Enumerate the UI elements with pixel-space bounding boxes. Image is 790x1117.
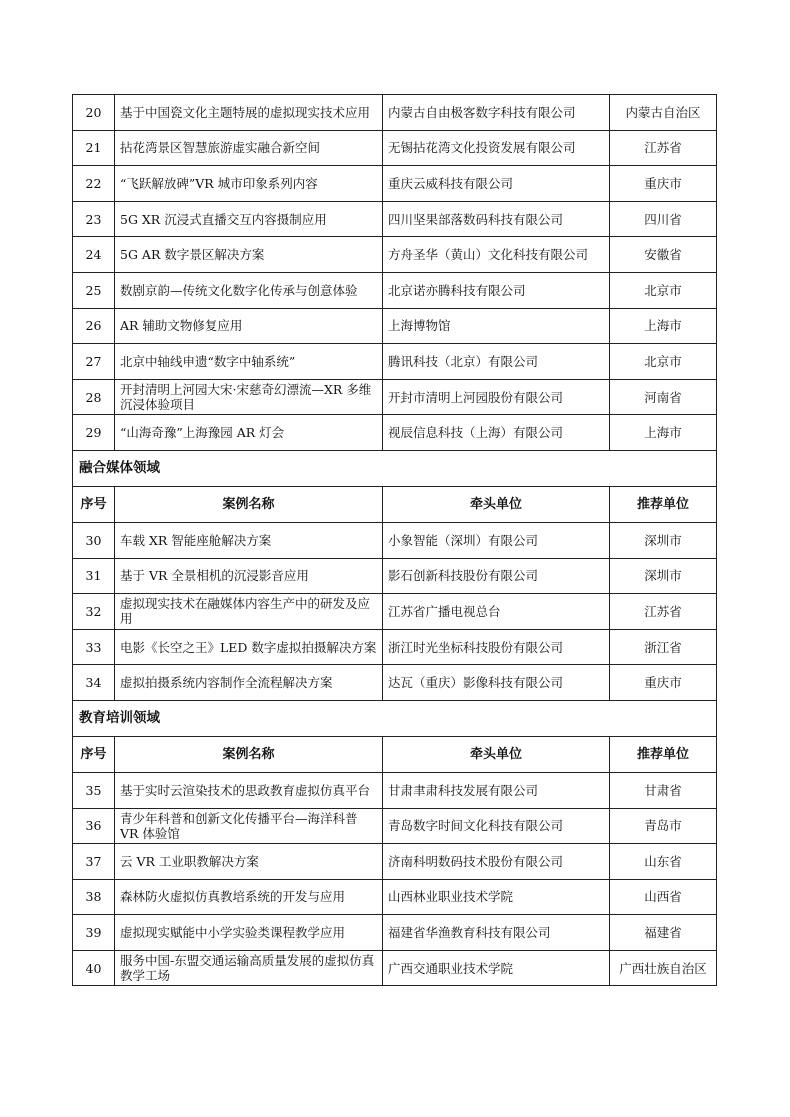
serial-number: 20	[73, 95, 115, 131]
recommending-unit: 重庆市	[610, 665, 717, 701]
lead-unit: 方舟圣华（黄山）文化科技有限公司	[383, 237, 610, 273]
header-case-name: 案例名称	[115, 486, 383, 522]
header-recommending-unit: 推荐单位	[610, 486, 717, 522]
recommending-unit: 上海市	[610, 415, 717, 451]
case-name: 5G AR 数字景区解决方案	[115, 237, 383, 273]
table-row	[73, 522, 717, 558]
table-row	[73, 879, 717, 915]
table-row	[73, 95, 717, 131]
recommending-unit: 甘肃省	[610, 772, 717, 808]
document-page	[72, 94, 716, 986]
serial-number: 33	[73, 629, 115, 665]
case-name: 虚拟现实赋能中小学实验类课程教学应用	[115, 915, 383, 951]
case-name: 车载 XR 智能座舱解决方案	[115, 522, 383, 558]
serial-number: 26	[73, 308, 115, 344]
section-heading-row	[73, 450, 717, 486]
table-row	[73, 915, 717, 951]
serial-number: 34	[73, 665, 115, 701]
table-row	[73, 950, 717, 986]
lead-unit: 内蒙古自由极客数字科技有限公司	[383, 95, 610, 131]
case-table-body	[73, 95, 717, 986]
case-name: 基于实时云渲染技术的思政教育虚拟仿真平台	[115, 772, 383, 808]
case-table	[72, 94, 717, 986]
serial-number: 28	[73, 379, 115, 415]
recommending-unit: 重庆市	[610, 166, 717, 202]
table-row	[73, 344, 717, 380]
serial-number: 38	[73, 879, 115, 915]
serial-number: 35	[73, 772, 115, 808]
lead-unit: 达瓦（重庆）影像科技有限公司	[383, 665, 610, 701]
lead-unit: 甘肃聿肃科技发展有限公司	[383, 772, 610, 808]
serial-number: 27	[73, 344, 115, 380]
table-row	[73, 166, 717, 202]
serial-number: 21	[73, 130, 115, 166]
header-recommending-unit: 推荐单位	[610, 736, 717, 772]
table-row	[73, 558, 717, 594]
lead-unit: 浙江时光坐标科技股份有限公司	[383, 629, 610, 665]
serial-number: 37	[73, 844, 115, 880]
case-name: 青少年科普和创新文化传播平台—海洋科普 VR 体验馆	[115, 808, 383, 844]
recommending-unit: 深圳市	[610, 558, 717, 594]
recommending-unit: 安徽省	[610, 237, 717, 273]
column-header-row	[73, 486, 717, 522]
recommending-unit: 深圳市	[610, 522, 717, 558]
lead-unit: 福建省华渔教育科技有限公司	[383, 915, 610, 951]
lead-unit: 无锡拈花湾文化投资发展有限公司	[383, 130, 610, 166]
lead-unit: 青岛数字时间文化科技有限公司	[383, 808, 610, 844]
table-row	[73, 665, 717, 701]
case-name: 基于中国瓷文化主题特展的虚拟现实技术应用	[115, 95, 383, 131]
case-name: 虚拟现实技术在融媒体内容生产中的研发及应用	[115, 594, 383, 630]
serial-number: 31	[73, 558, 115, 594]
table-row	[73, 844, 717, 880]
lead-unit: 江苏省广播电视总台	[383, 594, 610, 630]
recommending-unit: 江苏省	[610, 594, 717, 630]
lead-unit: 重庆云威科技有限公司	[383, 166, 610, 202]
lead-unit: 小象智能（深圳）有限公司	[383, 522, 610, 558]
table-row	[73, 379, 717, 415]
recommending-unit: 四川省	[610, 201, 717, 237]
lead-unit: 济南科明数码技术股份有限公司	[383, 844, 610, 880]
header-lead-unit: 牵头单位	[383, 736, 610, 772]
section-title: 教育培训领域	[73, 700, 717, 736]
table-row	[73, 594, 717, 630]
lead-unit: 北京诺亦腾科技有限公司	[383, 272, 610, 308]
serial-number: 39	[73, 915, 115, 951]
case-name: AR 辅助文物修复应用	[115, 308, 383, 344]
serial-number: 30	[73, 522, 115, 558]
recommending-unit: 上海市	[610, 308, 717, 344]
case-name: 云 VR 工业职教解决方案	[115, 844, 383, 880]
serial-number: 22	[73, 166, 115, 202]
header-serial-number: 序号	[73, 736, 115, 772]
case-name: “山海奇豫”上海豫园 AR 灯会	[115, 415, 383, 451]
case-name: 电影《长空之王》LED 数字虚拟拍摄解决方案	[115, 629, 383, 665]
case-name: 服务中国-东盟交通运输高质量发展的虚拟仿真教学工场	[115, 950, 383, 986]
case-name: 开封清明上河园大宋·宋慈奇幻漂流—XR 多维沉浸体验项目	[115, 379, 383, 415]
case-name: 5G XR 沉浸式直播交互内容摄制应用	[115, 201, 383, 237]
serial-number: 32	[73, 594, 115, 630]
case-name: 数剧京韵—传统文化数字化传承与创意体验	[115, 272, 383, 308]
case-name: 虚拟拍摄系统内容制作全流程解决方案	[115, 665, 383, 701]
case-name: 北京中轴线申遗“数字中轴系统”	[115, 344, 383, 380]
serial-number: 40	[73, 950, 115, 986]
table-row	[73, 237, 717, 273]
section-heading-row	[73, 700, 717, 736]
section-title: 融合媒体领域	[73, 450, 717, 486]
case-name: 森林防火虚拟仿真教培系统的开发与应用	[115, 879, 383, 915]
header-lead-unit: 牵头单位	[383, 486, 610, 522]
serial-number: 24	[73, 237, 115, 273]
serial-number: 23	[73, 201, 115, 237]
case-name: “飞跃解放碑”VR 城市印象系列内容	[115, 166, 383, 202]
serial-number: 36	[73, 808, 115, 844]
lead-unit: 广西交通职业技术学院	[383, 950, 610, 986]
table-row	[73, 308, 717, 344]
table-row	[73, 130, 717, 166]
recommending-unit: 山东省	[610, 844, 717, 880]
table-row	[73, 272, 717, 308]
recommending-unit: 山西省	[610, 879, 717, 915]
lead-unit: 山西林业职业技术学院	[383, 879, 610, 915]
table-row	[73, 415, 717, 451]
recommending-unit: 河南省	[610, 379, 717, 415]
table-row	[73, 772, 717, 808]
lead-unit: 影石创新科技股份有限公司	[383, 558, 610, 594]
table-row	[73, 201, 717, 237]
lead-unit: 四川坚果部落数码科技有限公司	[383, 201, 610, 237]
recommending-unit: 内蒙古自治区	[610, 95, 717, 131]
recommending-unit: 北京市	[610, 344, 717, 380]
table-row	[73, 629, 717, 665]
serial-number: 25	[73, 272, 115, 308]
header-case-name: 案例名称	[115, 736, 383, 772]
serial-number: 29	[73, 415, 115, 451]
recommending-unit: 青岛市	[610, 808, 717, 844]
lead-unit: 上海博物馆	[383, 308, 610, 344]
recommending-unit: 广西壮族自治区	[610, 950, 717, 986]
recommending-unit: 江苏省	[610, 130, 717, 166]
column-header-row	[73, 736, 717, 772]
lead-unit: 视辰信息科技（上海）有限公司	[383, 415, 610, 451]
recommending-unit: 浙江省	[610, 629, 717, 665]
header-serial-number: 序号	[73, 486, 115, 522]
case-name: 基于 VR 全景相机的沉浸影音应用	[115, 558, 383, 594]
recommending-unit: 北京市	[610, 272, 717, 308]
recommending-unit: 福建省	[610, 915, 717, 951]
table-row	[73, 808, 717, 844]
lead-unit: 开封市清明上河园股份有限公司	[383, 379, 610, 415]
case-name: 拈花湾景区智慧旅游虚实融合新空间	[115, 130, 383, 166]
lead-unit: 腾讯科技（北京）有限公司	[383, 344, 610, 380]
